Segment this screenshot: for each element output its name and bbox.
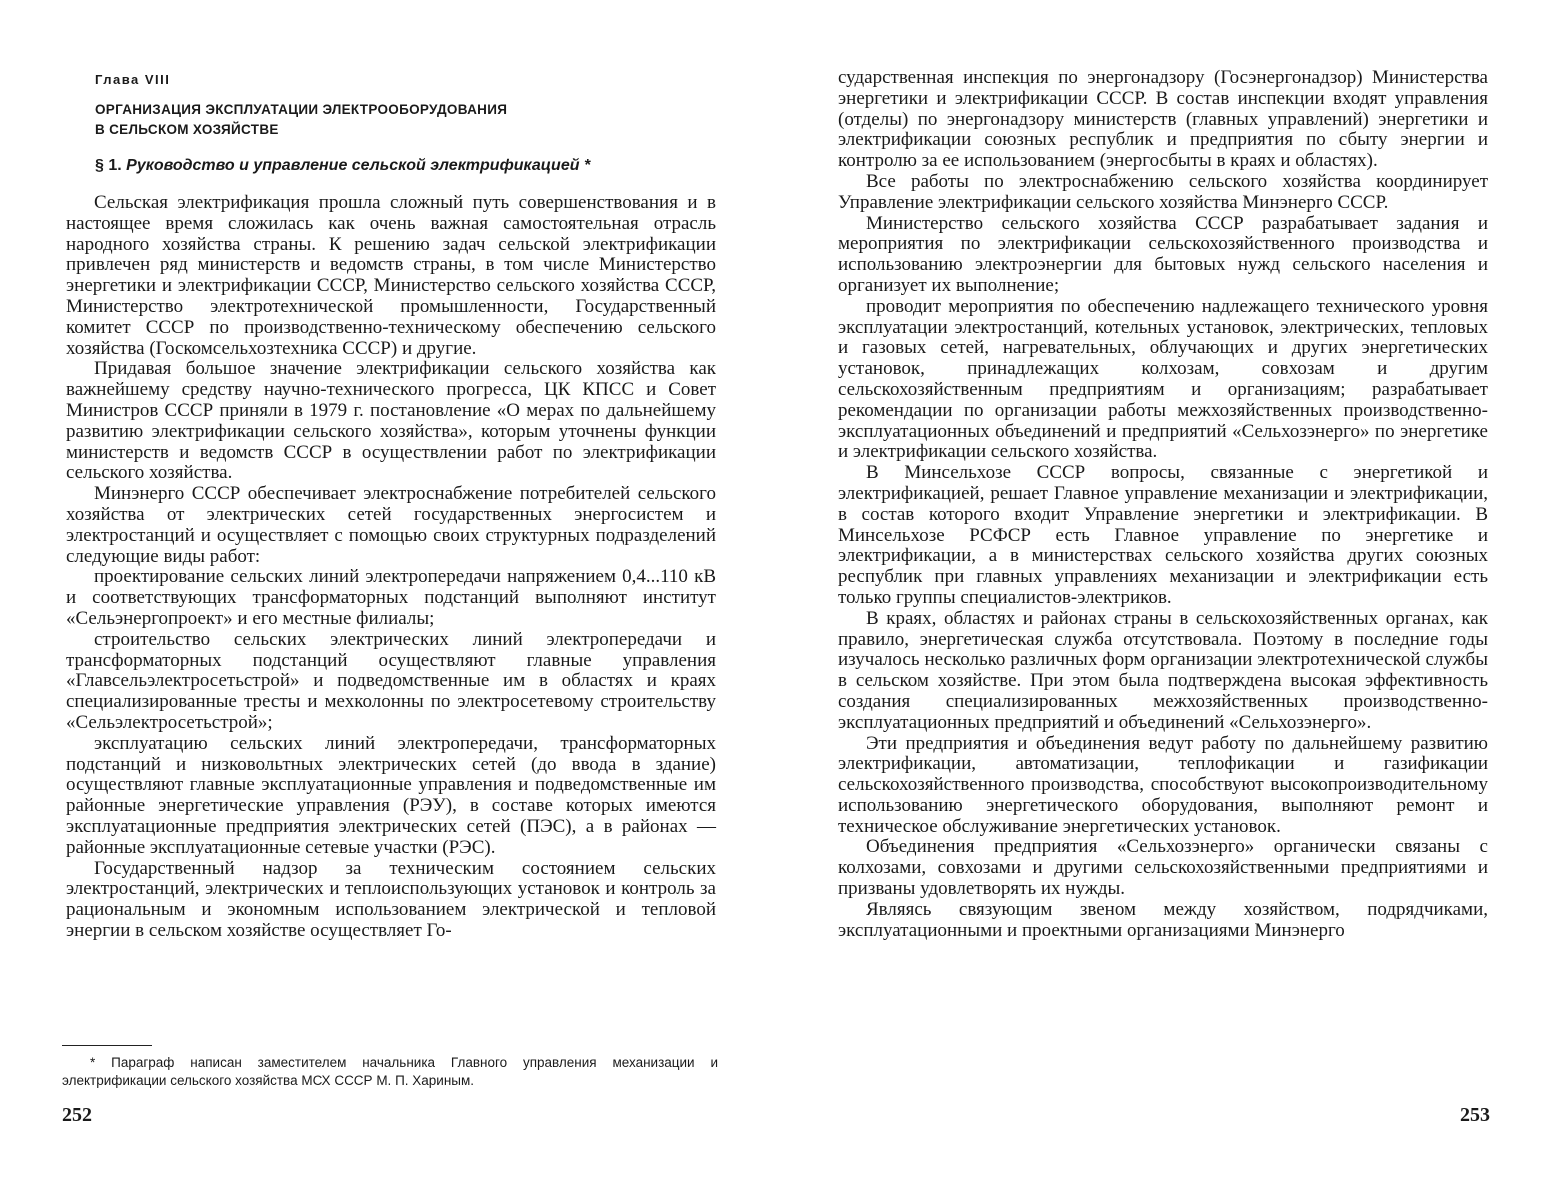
page-number-left: 252 xyxy=(62,1104,92,1126)
paragraph: В краях, областях и районах страны в сельскохозяйственных органах, как правило, энергетическая служба отсутствовала. Поэтому в последние годы изучалось несколько различных форм организации электротехнической службы в сельском хозяйстве. При этом была подтверждена высокая эффективность создания специализированных межхозяйственных производственно-эксплуатационных предприятий и объединений «Сельхозэнерго». xyxy=(838,607,1488,733)
chapter-label: Глава VIII xyxy=(95,72,171,87)
paragraph: Являясь связующим звеном между хозяйством, подрядчиками, эксплуатационными и проектными организациями Минэнерго xyxy=(838,898,1488,941)
paragraph: Минэнерго СССР обеспечивает электроснабжение потребителей сельского хозяйства от электрических сетей государственных энергосистем и электростанций и осуществляет с помощью своих структурных подразделений следующие виды работ: xyxy=(66,483,716,567)
paragraph: сударственная инспекция по энергонадзору (Госэнергонадзор) Министерства энергетики и электрификации СССР. В состав инспекции входят управления (отделы) по энергонадзору министерств (главных управлений) энергетики и электрификации союзных республик и предприятия по сбыту энергии и контролю за ее использованием (энергосбыты в краях и областях). xyxy=(838,67,1488,172)
paragraph: строительство сельских электрических линий электропередачи и трансформаторных подстанций осуществляют главные управления «Главсельэлектросетьстрой» и подведомственные им в областях и краях специализированные тресты и мехколонны по электросетевому строительству «Сельэлектросетьстрой»; xyxy=(66,628,716,733)
chapter-title-line: ОРГАНИЗАЦИЯ ЭКСПЛУАТАЦИИ ЭЛЕКТРООБОРУДОВАНИЯ xyxy=(95,102,508,117)
paragraph: эксплуатацию сельских линий электропередачи, трансформаторных подстанций и низковольтных электрических сетей (до ввода в здание) осуществляют главные эксплуатационные управления и подведомственные им районные энергетические управления (РЭУ), в составе которых имеются эксплуатационные предприятия электрических сетей (ПЭС), а в районах — районные эксплуатационные сетевые участки (РЭС). xyxy=(66,732,716,858)
paragraph: В Минсельхозе СССР вопросы, связанные с энергетикой и электрификацией, решает Главное управление механизации и электрификации, в состав которого входит Управление энергетики и электрификации. В Минсельхозе РСФСР есть Главное управление по энергетике и электрификации, а в министерствах сельского хозяйства других союзных республик при главных управлениях механизации и электрификации есть только группы специалистов-электриков. xyxy=(838,462,1488,608)
paragraph: Объединения предприятия «Сельхозэнерго» органически связаны с колхозами, совхозами и другими сельскохозяйственными предприятиями и призваны удовлетворять их нужды. xyxy=(838,836,1488,900)
paragraph: проводит мероприятия по обеспечению надлежащего технического уровня эксплуатации электростанций, котельных установок, электрических, тепловых и газовых сетей, нагревательных, облучающих и других энергетических установок, принадлежащих колхозам, совхозам и другим сельскохозяйственным предприятиям и организациям; разрабатывает рекомендации по организации работы межхозяйственных производственно-эксплуатационных объединений и предприятий «Сельхозэнерго» по энергетике и электрификации сельского хозяйства. xyxy=(838,295,1488,463)
chapter-title xyxy=(95,100,655,140)
footnote: * Параграф написан заместителем начальника Главного управления механизации и электрификации сельского хозяйства МСХ СССР М. П. Хариным. xyxy=(62,1055,718,1088)
paragraph: проектирование сельских линий электропередачи напряжением 0,4...110 кВ и соответствующих трансформаторных подстанций выполняют институт «Сельэнергопроект» и его местные филиалы; xyxy=(66,566,716,629)
footnote-divider xyxy=(62,1045,152,1046)
paragraph: Государственный надзор за техническим состоянием сельских электростанций, электрических и теплоиспользующих установок и контроль за рациональным и экономным использованием электрической и тепловой энергии в сельском хозяйстве осуществляет Го- xyxy=(66,857,716,941)
paragraph: Министерство сельского хозяйства СССР разрабатывает задания и мероприятия по электрификации сельскохозяйственного производства и использованию электроэнергии для бытовых нужд сельского населения и организует их выполнение; xyxy=(838,212,1488,296)
section-title xyxy=(95,157,735,175)
section-title-text: Руководство и управление сельской электрификацией * xyxy=(126,157,591,174)
right-body-text xyxy=(838,68,1488,941)
page-number-right: 253 xyxy=(1460,1104,1490,1126)
paragraph: Все работы по электроснабжению сельского хозяйства координирует Управление электрификации сельского хозяйства Минэнерго СССР. xyxy=(838,170,1488,213)
paragraph: Эти предприятия и объединения ведут работу по дальнейшему развитию электрификации, автоматизации, теплофикации и газификации сельскохозяйственного производства, способствуют высокопроизводительному использованию энергетического оборудования, выполняют ремонт и техническое обслуживание энергетических установок. xyxy=(838,732,1488,837)
section-number: § 1. xyxy=(95,157,122,174)
chapter-title-line: В СЕЛЬСКОМ ХОЗЯЙСТВЕ xyxy=(95,122,279,137)
paragraph: Придавая большое значение электрификации сельского хозяйства как важнейшему средству научно-технического прогресса, ЦК КПСС и Совет Министров СССР приняли в 1979 г. постановление «О мерах по дальнейшему развитию электрификации сельского хозяйства», которым уточнены функции министерств и ведомств СССР в осуществлении работ по электрификации сельского хозяйства. xyxy=(66,358,716,484)
left-body-text xyxy=(66,193,716,942)
paragraph: Сельская электрификация прошла сложный путь совершенствования и в настоящее время сложилась как очень важная самостоятельная отрасль народного хозяйства страны. К решению задач сельской электрификации привлечен ряд министерств и ведомств страны, в том числе Министерство энергетики и электрификации СССР, Министерство сельского хозяйства СССР, Министерство электротехнической промышленности, Государственный комитет СССР по производственно-техническому обеспечению сельского хозяйства (Госкомсельхозтехника СССР) и другие. xyxy=(66,192,716,359)
